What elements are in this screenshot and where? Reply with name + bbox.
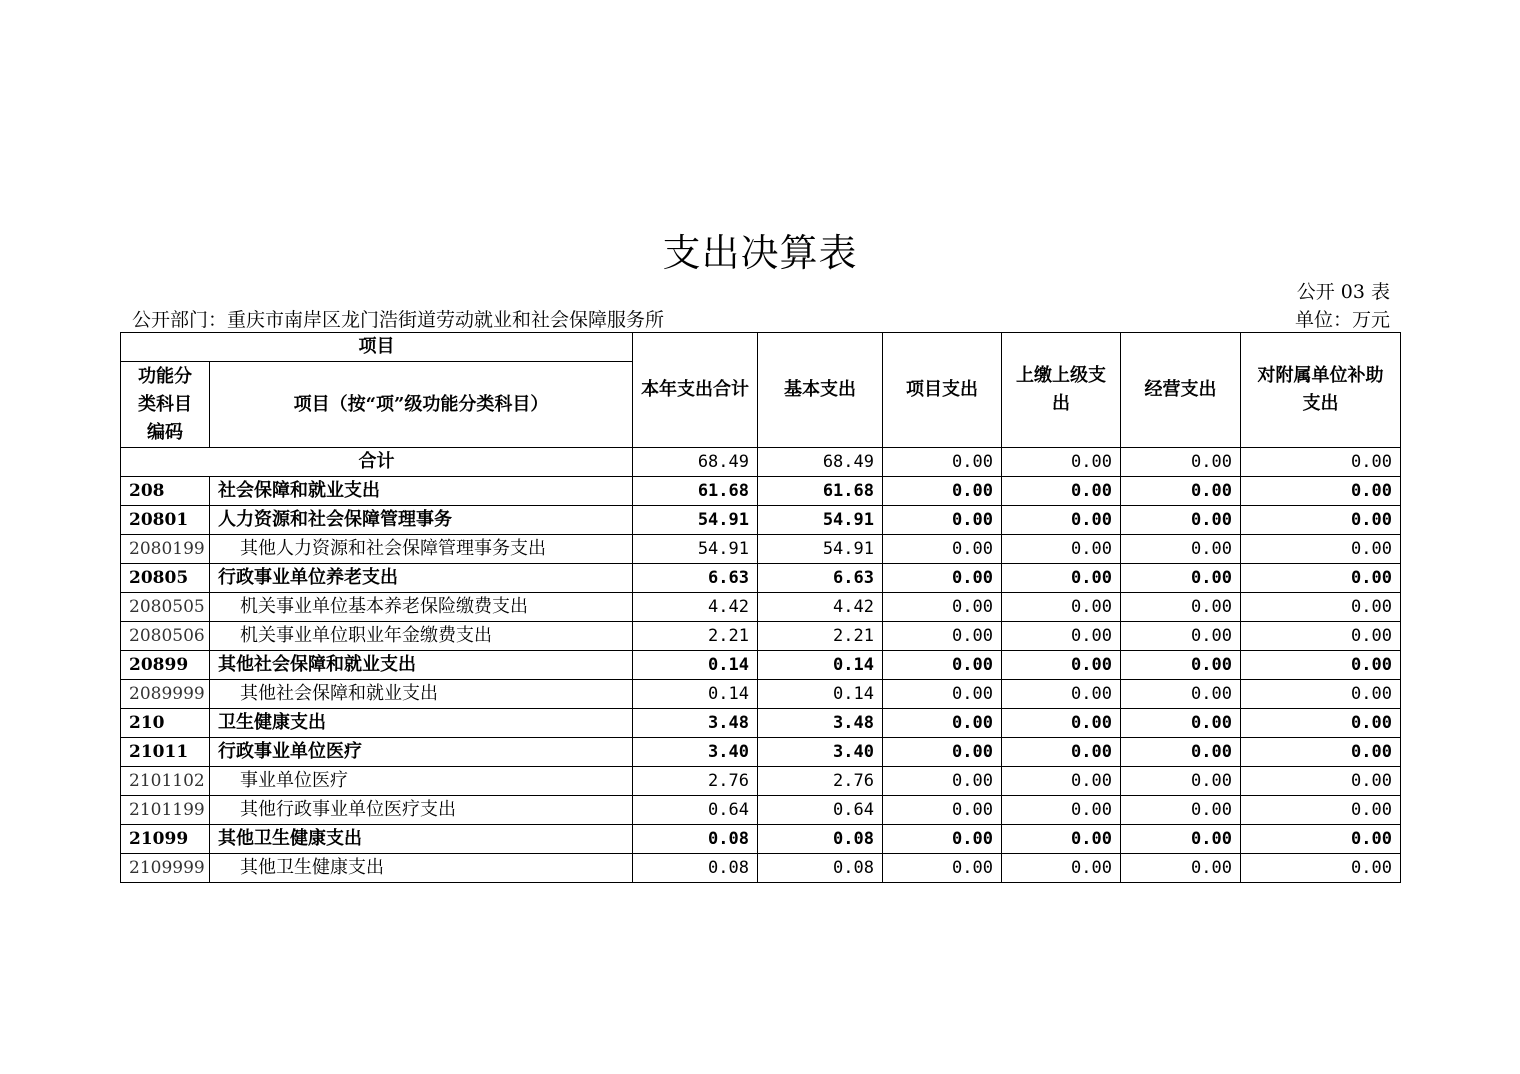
header-item-group: 项目 [121,333,633,362]
row-value: 0.08 [758,825,883,854]
table-row [121,535,1401,564]
row-value: 54.91 [758,506,883,535]
row-value: 0.00 [883,854,1002,883]
row-value: 4.42 [633,593,758,622]
row-name: 行政事业单位养老支出 [210,564,633,593]
row-value: 3.40 [758,738,883,767]
row-code: 21011 [121,738,210,767]
row-value: 2.21 [633,622,758,651]
row-value: 2.21 [758,622,883,651]
table-row [121,680,1401,709]
row-value: 0.00 [1241,477,1401,506]
row-value: 0.00 [1121,535,1241,564]
row-value: 3.40 [633,738,758,767]
row-value: 0.00 [1241,651,1401,680]
row-value: 0.00 [883,564,1002,593]
table-row [121,593,1401,622]
row-name: 行政事业单位医疗 [210,738,633,767]
total-label: 合计 [121,448,633,477]
row-value: 0.00 [1241,796,1401,825]
row-value: 0.00 [1002,709,1121,738]
row-value: 0.00 [1241,709,1401,738]
header-code: 功能分类科目编码 [121,362,210,448]
row-name: 其他行政事业单位医疗支出 [210,796,633,825]
row-value: 0.00 [1121,854,1241,883]
department-label: 公开部门：重庆市南岸区龙门浩街道劳动就业和社会保障服务所 [132,309,665,331]
row-value: 2.76 [758,767,883,796]
row-name: 其他卫生健康支出 [210,854,633,883]
row-value: 0.64 [758,796,883,825]
row-code: 2101102 [121,767,210,796]
row-value: 3.48 [758,709,883,738]
row-value: 0.00 [1241,564,1401,593]
row-value: 0.00 [1121,564,1241,593]
row-value: 0.00 [1241,622,1401,651]
row-value: 0.08 [633,854,758,883]
row-value: 0.00 [1121,593,1241,622]
table-row [121,651,1401,680]
table-row [121,477,1401,506]
table-row [121,767,1401,796]
row-value: 0.00 [1121,796,1241,825]
table-row [121,796,1401,825]
row-value: 0.00 [1241,825,1401,854]
table-row [121,709,1401,738]
row-name: 人力资源和社会保障管理事务 [210,506,633,535]
row-value: 0.00 [883,680,1002,709]
row-value: 2.76 [633,767,758,796]
total-value: 68.49 [758,448,883,477]
row-value: 0.00 [883,796,1002,825]
row-code: 2080506 [121,622,210,651]
table-row [121,622,1401,651]
row-name: 机关事业单位基本养老保险缴费支出 [210,593,633,622]
row-value: 0.00 [883,535,1002,564]
row-value: 0.00 [1121,709,1241,738]
unit-label: 单位：万元 [1294,309,1390,331]
row-name: 事业单位医疗 [210,767,633,796]
row-value: 0.00 [1121,622,1241,651]
row-value: 0.00 [1241,767,1401,796]
row-value: 0.00 [883,506,1002,535]
form-number: 公开 03 表 [1296,281,1390,303]
row-value: 0.00 [883,767,1002,796]
row-value: 0.00 [1002,622,1121,651]
page-title: 支出决算表 [662,231,858,275]
row-value: 0.00 [1121,680,1241,709]
row-code: 2089999 [121,680,210,709]
row-value: 0.00 [883,622,1002,651]
row-value: 0.00 [1002,506,1121,535]
row-code: 20801 [121,506,210,535]
row-name: 机关事业单位职业年金缴费支出 [210,622,633,651]
row-value: 6.63 [633,564,758,593]
row-value: 0.00 [1241,535,1401,564]
row-value: 0.00 [1241,506,1401,535]
row-value: 0.00 [1002,564,1121,593]
row-code: 2080199 [121,535,210,564]
row-value: 0.14 [633,680,758,709]
row-value: 0.08 [633,825,758,854]
total-value: 0.00 [1002,448,1121,477]
row-value: 0.00 [1002,680,1121,709]
row-value: 54.91 [633,535,758,564]
total-value: 0.00 [883,448,1002,477]
header-business: 经营支出 [1121,333,1241,448]
row-code: 2101199 [121,796,210,825]
row-value: 0.00 [1121,738,1241,767]
header-name: 项目（按“项”级功能分类科目） [210,362,633,448]
row-value: 54.91 [633,506,758,535]
row-value: 61.68 [633,477,758,506]
row-code: 20899 [121,651,210,680]
row-code: 210 [121,709,210,738]
header-total: 本年支出合计 [633,333,758,448]
total-value: 0.00 [1241,448,1401,477]
row-value: 0.00 [1121,506,1241,535]
header-project: 项目支出 [883,333,1002,448]
row-value: 0.08 [758,854,883,883]
row-value: 4.42 [758,593,883,622]
row-value: 0.14 [633,651,758,680]
row-code: 2080505 [121,593,210,622]
row-name: 卫生健康支出 [210,709,633,738]
total-value: 68.49 [633,448,758,477]
row-value: 61.68 [758,477,883,506]
row-value: 0.00 [883,651,1002,680]
row-value: 0.00 [1002,825,1121,854]
row-value: 0.00 [883,825,1002,854]
table-row [121,564,1401,593]
header-subsidy: 对附属单位补助支出 [1241,333,1401,448]
total-row [121,448,1401,477]
expenditure-table [120,332,1401,883]
row-value: 0.00 [1002,593,1121,622]
row-code: 208 [121,477,210,506]
row-value: 3.48 [633,709,758,738]
row-value: 0.00 [1121,651,1241,680]
total-value: 0.00 [1121,448,1241,477]
row-value: 54.91 [758,535,883,564]
row-value: 0.00 [1121,825,1241,854]
row-name: 其他卫生健康支出 [210,825,633,854]
table-row [121,825,1401,854]
row-value: 6.63 [758,564,883,593]
row-value: 0.00 [883,477,1002,506]
table-row [121,506,1401,535]
row-value: 0.00 [883,709,1002,738]
row-value: 0.00 [1002,535,1121,564]
row-value: 0.00 [1002,738,1121,767]
row-value: 0.00 [1002,477,1121,506]
row-value: 0.00 [1121,767,1241,796]
row-value: 0.14 [758,651,883,680]
header-upper: 上缴上级支出 [1002,333,1121,448]
row-value: 0.00 [1241,854,1401,883]
row-value: 0.00 [883,593,1002,622]
row-value: 0.00 [1002,767,1121,796]
row-value: 0.00 [1241,738,1401,767]
row-code: 20805 [121,564,210,593]
row-value: 0.00 [883,738,1002,767]
row-value: 0.14 [758,680,883,709]
row-name: 其他社会保障和就业支出 [210,651,633,680]
row-name: 社会保障和就业支出 [210,477,633,506]
row-code: 21099 [121,825,210,854]
row-name: 其他人力资源和社会保障管理事务支出 [210,535,633,564]
row-code: 2109999 [121,854,210,883]
table-row [121,854,1401,883]
row-value: 0.00 [1241,680,1401,709]
row-value: 0.00 [1241,593,1401,622]
row-value: 0.00 [1121,477,1241,506]
header-basic: 基本支出 [758,333,883,448]
table-row [121,738,1401,767]
row-value: 0.00 [1002,796,1121,825]
row-name: 其他社会保障和就业支出 [210,680,633,709]
row-value: 0.00 [1002,651,1121,680]
row-value: 0.00 [1002,854,1121,883]
row-value: 0.64 [633,796,758,825]
